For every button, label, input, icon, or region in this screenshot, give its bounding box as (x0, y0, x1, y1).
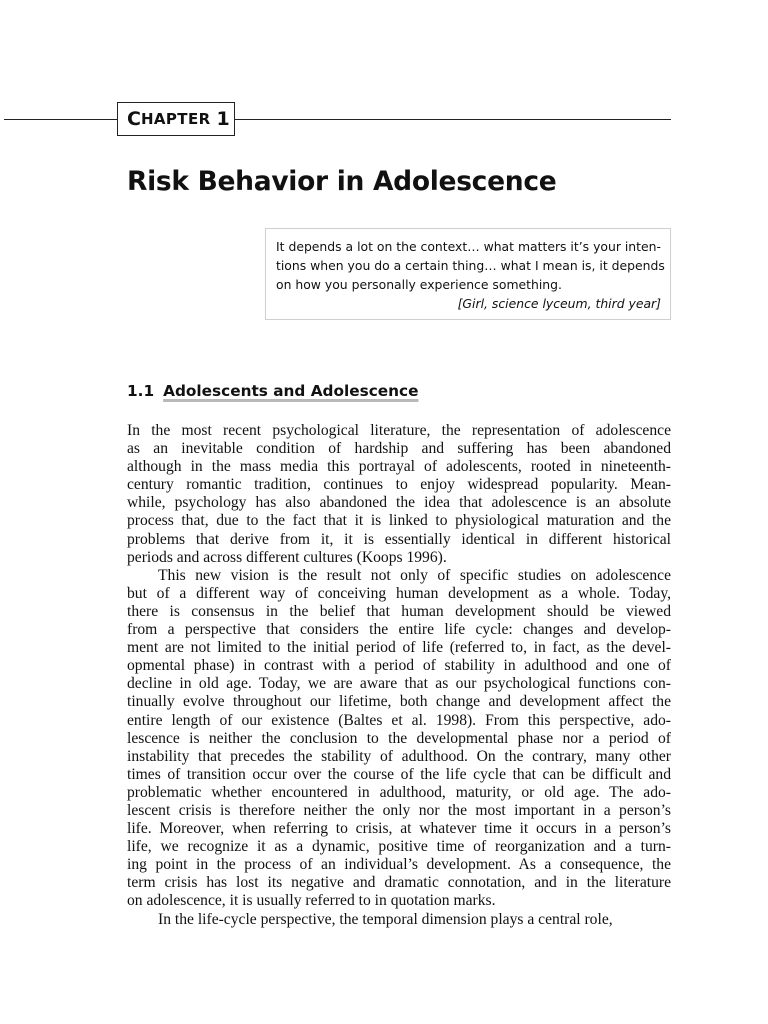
body-line: instability that precedes the stability of adulthood. On the contrary, many other (127, 747, 671, 765)
body-line: tinually evolve throughout our lifetime, both change and development affect the (127, 693, 671, 711)
section-number: 1.1 (127, 382, 155, 400)
section-heading (127, 382, 419, 400)
body-line: In the most recent psychological literature, the representation of adolescence (127, 422, 671, 439)
body-line: as an inevitable condition of hardship and suffering has been abandoned (127, 440, 671, 458)
body-line: decline in old age. Today, we are aware that as our psychological functions con- (127, 675, 671, 693)
body-line: entire length of our existence (Baltes et al. 1998). From this perspective, ado- (127, 711, 671, 729)
body-line: but of a different way of conceiving human development as a whole. Today, (127, 584, 671, 602)
chapter-rule-left (4, 119, 118, 120)
body-text (127, 422, 671, 929)
chapter-number: 1 (216, 108, 230, 130)
body-line: periods and across different cultures (Koops 1996). (127, 548, 447, 566)
body-line: life. Moreover, when referring to crisis, at whatever time it occurs in a person’s (127, 820, 671, 838)
body-line: there is consensus in the belief that human development should be viewed (127, 602, 671, 620)
epigraph-line: tions when you do a certain thing… what I mean is, it depends (276, 258, 665, 273)
chapter-label (117, 102, 235, 136)
body-line: ment are not limited to the initial period of life (referred to, in fact, as the devel- (127, 639, 671, 657)
chapter-label-initial: C (127, 108, 141, 130)
body-line: process that, due to the fact that it is linked to physiological maturation and the (127, 512, 671, 530)
body-line: from a perspective that considers the entire life cycle: changes and develop- (127, 621, 671, 639)
epigraph-attribution: [Girl, science lyceum, third year] (457, 296, 661, 311)
body-line: while, psychology has also abandoned the idea that adolescence is an absolute (127, 494, 671, 512)
epigraph-line: It depends a lot on the context… what matters it’s your inten- (276, 239, 661, 254)
body-line: opmental phase) in contrast with a period of stability in adulthood and one of (127, 657, 671, 675)
epigraph-line: on how you personally experience something. (276, 277, 562, 292)
body-line: This new vision is the result not only of specific studies on adolescence (158, 566, 671, 584)
body-line: lescence is neither the conclusion to the developmental phase nor a period of (127, 729, 671, 747)
chapter-title: Risk Behavior in Adolescence (127, 166, 557, 197)
section-title: Adolescents and Adolescence (163, 382, 419, 400)
epigraph-box (265, 228, 671, 320)
body-line: century romantic tradition, continues to enjoy widespread popularity. Mean- (127, 476, 671, 494)
body-line: In the life-cycle perspective, the temporal dimension plays a central role, (158, 910, 613, 928)
body-line: term crisis has lost its negative and dramatic connotation, and in the literature (127, 874, 671, 892)
body-line: although in the mass media this portrayal of adolescents, rooted in nineteenth- (127, 458, 671, 476)
body-line: life, we recognize it as a dynamic, positive time of reorganization and a turn- (127, 838, 671, 856)
chapter-label-rest: HAPTER (140, 110, 211, 128)
body-line: on adolescence, it is usually referred to in quotation marks. (127, 892, 496, 910)
body-line: ing point in the process of an individual’s development. As a consequence, the (127, 856, 671, 874)
body-line: problems that derive from it, it is essentially identical in different historical (127, 530, 671, 548)
chapter-rule-right (235, 119, 671, 120)
body-line: times of transition occur over the course of the life cycle that can be difficult and (127, 765, 671, 783)
body-line: problematic whether encountered in adulthood, maturity, or old age. The ado- (127, 783, 671, 801)
body-line: lescent crisis is therefore neither the only nor the most important in a person’s (127, 801, 671, 819)
